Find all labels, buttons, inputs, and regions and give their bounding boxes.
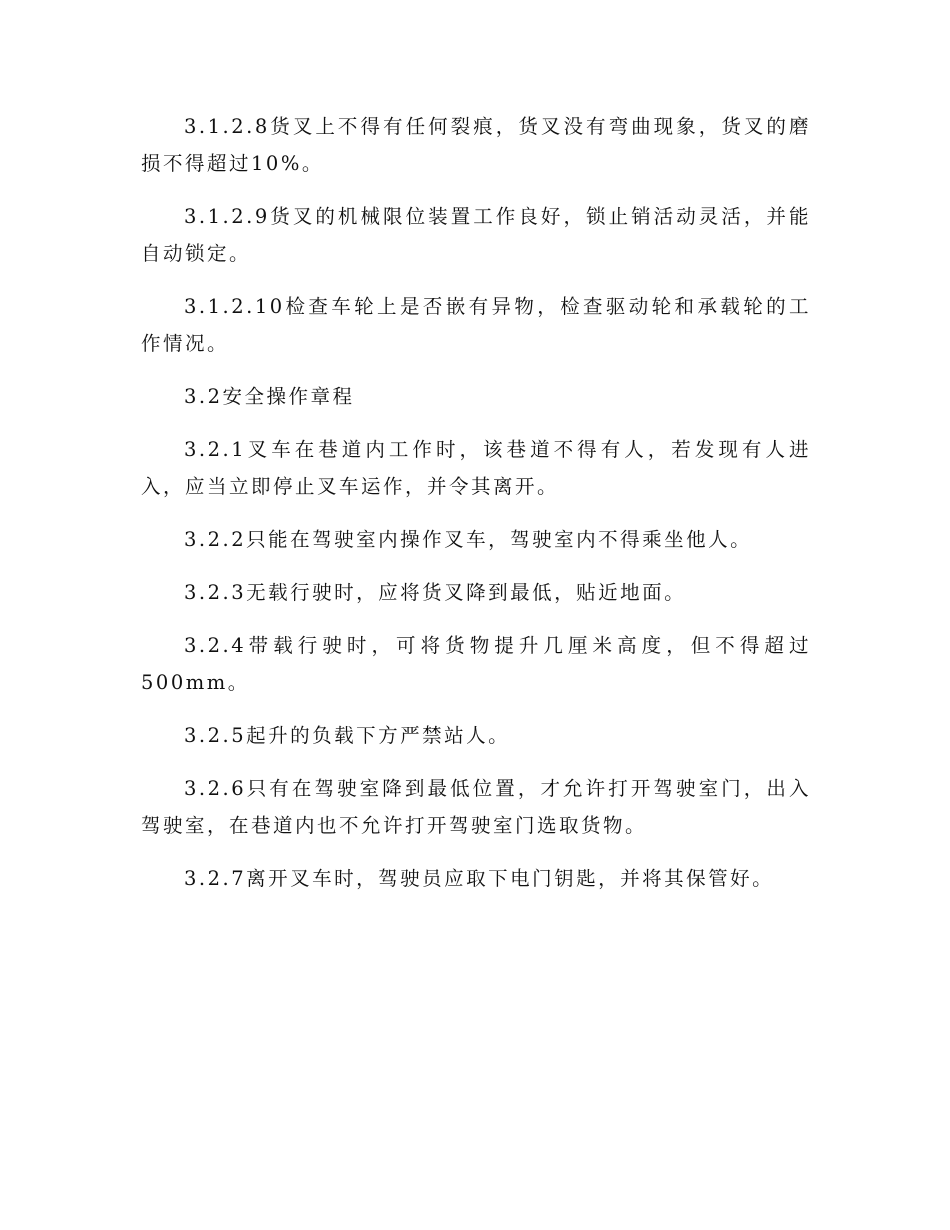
section-heading-3-2: 3.2安全操作章程 — [184, 385, 355, 408]
paragraph-3-2-4: 3.2.4带载行驶时，可将货物提升几厘米高度，但不得超过500mm。 — [141, 634, 811, 694]
paragraph-3-1-2-8: 3.1.2.8货叉上不得有任何裂痕，货叉没有弯曲现象，货叉的磨损不得超过10%。 — [141, 115, 811, 175]
paragraph-3-2-6: 3.2.6只有在驾驶室降到最低位置，才允许打开驾驶室门，出入驾驶室，在巷道内也不允许打开驾驶室门选取货物。 — [141, 777, 811, 837]
document-body — [141, 108, 811, 913]
paragraph-3-2-1: 3.2.1叉车在巷道内工作时，该巷道不得有人，若发现有人进入，应当立即停止叉车运作，并令其离开。 — [141, 438, 811, 498]
paragraph-3-1-2-9: 3.1.2.9货叉的机械限位装置工作良好，锁止销活动灵活，并能自动锁定。 — [141, 205, 811, 265]
paragraph-3-1-2-10: 3.1.2.10检查车轮上是否嵌有异物，检查驱动轮和承载轮的工作情况。 — [141, 295, 811, 355]
paragraph-3-2-5: 3.2.5起升的负载下方严禁站人。 — [184, 724, 511, 747]
paragraph-3-2-2: 3.2.2只能在驾驶室内操作叉车，驾驶室内不得乘坐他人。 — [184, 528, 753, 551]
paragraph-3-2-3: 3.2.3无载行驶时，应将货叉降到最低，贴近地面。 — [184, 581, 687, 604]
paragraph-3-2-7: 3.2.7离开叉车时，驾驶员应取下电门钥匙，并将其保管好。 — [184, 867, 775, 890]
